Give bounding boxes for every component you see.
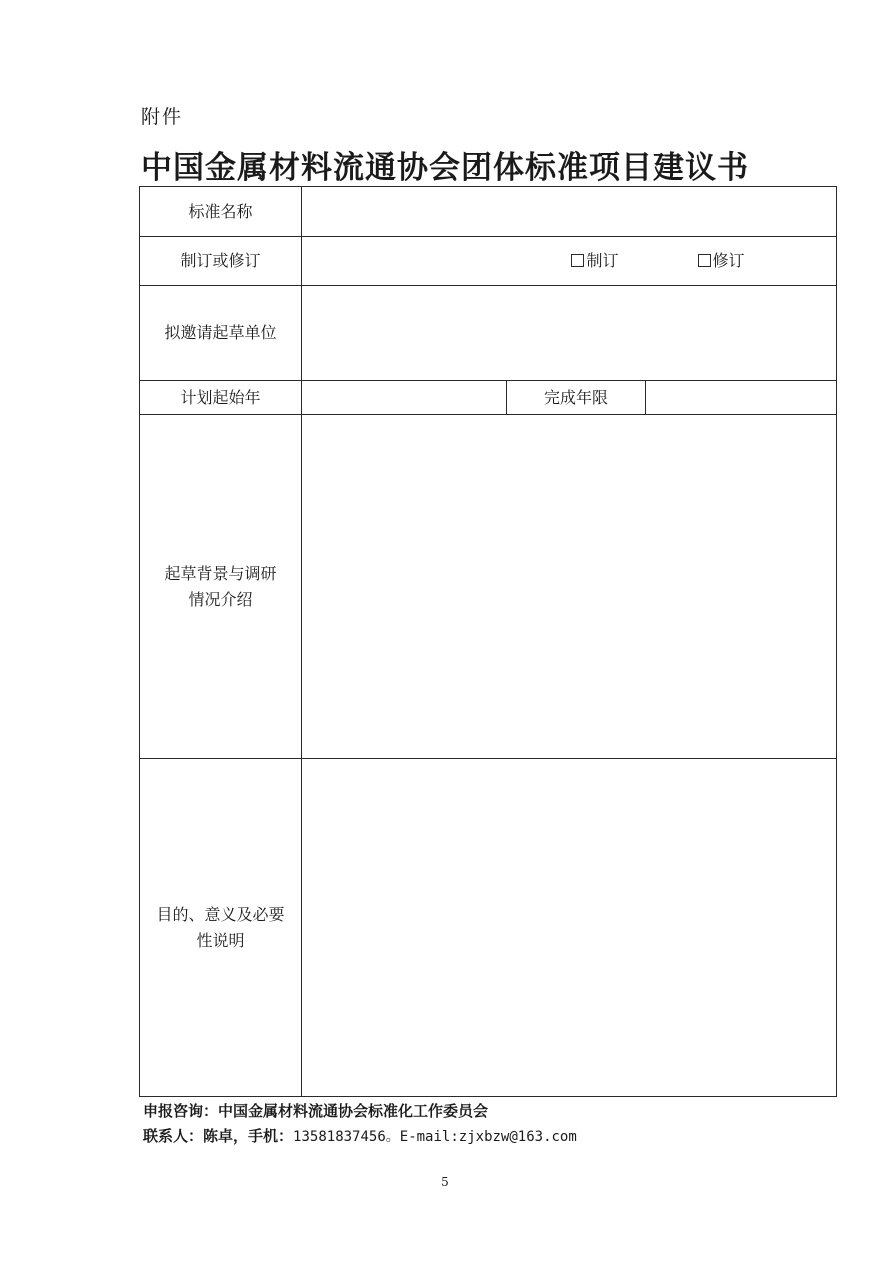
revision-type-options (302, 237, 837, 286)
attachment-label: 附件 (141, 106, 184, 128)
checkbox-formulate-icon[interactable] (571, 254, 584, 267)
email-link[interactable]: zjxbzw@163.com (458, 1129, 577, 1145)
background-label-line2: 情况介绍 (188, 589, 253, 609)
row-purpose (140, 759, 837, 1097)
footer (143, 1099, 577, 1150)
page-number: 5 (441, 1175, 449, 1189)
purpose-label-line1: 目的、意义及必要 (156, 904, 285, 924)
contact-label: 联系人： (143, 1127, 204, 1145)
planned-start-year-label: 计划起始年 (140, 381, 302, 415)
contact-line (143, 1124, 577, 1150)
checkbox-revise-icon[interactable] (698, 254, 711, 267)
drafting-units-field[interactable] (302, 286, 837, 381)
option-formulate[interactable] (571, 248, 618, 274)
planned-start-year-field[interactable] (302, 381, 507, 415)
proposal-form-table (139, 186, 837, 1097)
completion-deadline-label: 完成年限 (507, 381, 646, 415)
option-revise[interactable] (698, 248, 745, 274)
email-prefix: 。E-mail: (385, 1129, 459, 1145)
purpose-field[interactable] (302, 759, 837, 1097)
row-revision-type (140, 237, 837, 286)
drafting-units-label: 拟邀请起草单位 (140, 286, 302, 381)
option-revise-label: 修订 (712, 251, 745, 270)
row-schedule (140, 381, 837, 415)
row-background (140, 415, 837, 759)
inquiry-line (143, 1099, 577, 1124)
contact-name: 陈卓 (203, 1127, 234, 1145)
row-standard-name (140, 187, 837, 237)
purpose-label (140, 759, 302, 1097)
inquiry-org: 中国金属材料流通协会标准化工作委员会 (218, 1102, 489, 1120)
inquiry-label: 申报咨询： (143, 1102, 219, 1120)
background-field[interactable] (302, 415, 837, 759)
background-label (140, 415, 302, 759)
standard-name-field[interactable] (302, 187, 837, 237)
standard-name-label: 标准名称 (140, 187, 302, 237)
option-formulate-label: 制订 (586, 251, 619, 270)
row-drafting-units (140, 286, 837, 381)
background-label-line1: 起草背景与调研 (164, 563, 277, 583)
revision-type-label: 制订或修订 (140, 237, 302, 286)
phone-number: 13581837456 (293, 1129, 386, 1145)
completion-deadline-field[interactable] (646, 381, 837, 415)
document-title: 中国金属材料流通协会团体标准项目建议书 (141, 150, 749, 186)
purpose-label-line2: 性说明 (196, 930, 245, 950)
phone-label: ，手机： (233, 1127, 294, 1145)
